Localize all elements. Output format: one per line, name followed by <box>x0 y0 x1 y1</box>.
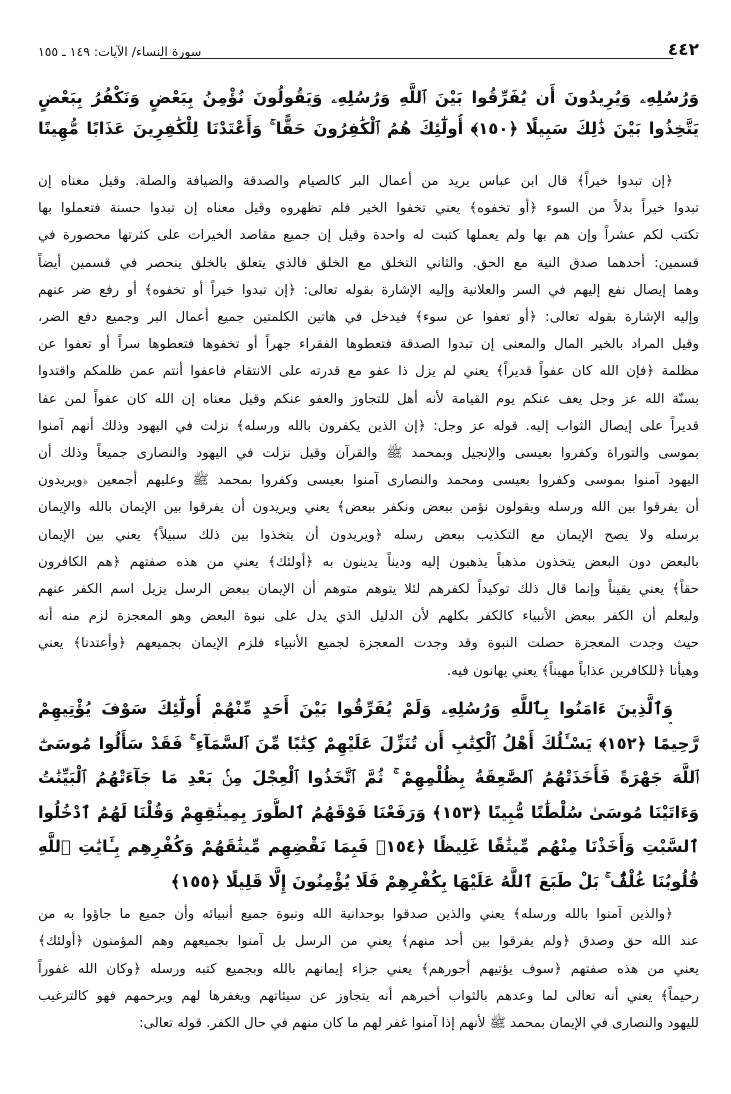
commentary-line: وهما إيصال نفع إليهم في السر والعلانية وإليه الإشارة بقوله تعالى: ﴿إن تبدوا خيراً أو تخفوه﴾ أو رفع ضر عنهم <box>38 282 699 298</box>
quran-verse-line: رَّحِيمًا ﴿١٥٢﴾ يَسْـَٔلُكَ أَهْلُ ٱلْكِتَٰبِ أَن تُنَزِّلَ عَلَيْهِمْ كِتَٰبًا مِّنَ ٱلسَّمَآءِ ۚ فَقَدْ سَأَلُوا مُوسَىٰٓ <box>38 733 699 753</box>
page-number: ٤٤٢ <box>667 40 699 60</box>
commentary-line: تبدوا خيراً بدلاً من السوء ﴿أو تخفوه﴾ يعني تخفوا الخير فلم تظهروه وقيل معناه إن تبدوا حسنة فتعملوا بها <box>38 201 699 217</box>
commentary-line: حيث وجدت المعجزة حصلت النبوة وقد وجدت المعجزة لجميع الأنبياء فلزم الإيمان بجميعهم ﴿وأعتدنا﴾ يعني <box>38 636 699 652</box>
commentary-line: مظلمة ﴿فإن الله كان عفواً قديراً﴾ يعني لم يزل ذا عفو مع قدرته على الانتقام فاعفوا أنتم عمن ظلمكم واقتدوا <box>38 364 699 380</box>
quran-verse-line: وَرُسُلِهِۦ وَيُرِيدُونَ أَن يُفَرِّقُوا بَيْنَ ٱللَّهِ وَرُسُلِهِۦ وَيَقُولُونَ نُؤْمِنُ بِبَعْضٍ وَنَكْفُرُ بِبَعْضٍ <box>38 88 699 107</box>
commentary-line: اليهود آمنوا بموسى وكفروا بعيسى ومحمد والنصارى آمنوا بعيسى وكفروا بمحمد ﷺ وعليهم أجمعين ﴿ويريدون <box>38 473 699 489</box>
commentary-line: وإليه الإشارة بقوله تعالى: ﴿أو تعفوا عن سوء﴾ فيدخل في هاتين الكلمتين جميع أعمال البر وجميع دفع الضر، <box>38 310 699 325</box>
commentary-line: برسله ولا يصح الإيمان مع التكذيب ببعض رسله ﴿ويريدون أن يتخذوا بين ذلك سبيلاً﴾ يعني بين الإيمان <box>38 527 699 543</box>
quran-verse-line: قُلُوبُنَا غُلْفٌۢ ۚ بَلْ طَبَعَ ٱللَّهُ عَلَيْهَا بِكُفْرِهِمْ فَلَا يُؤْمِنُونَ إِلَّا قَلِيلًا ﴿١٥٥﴾ <box>170 872 699 891</box>
quran-verse-line: وَءَاتَيْنَا مُوسَىٰ سُلْطَٰنًا مُّبِينًا ﴿١٥٣﴾ وَرَفَعْنَا فَوْقَهُمُ ٱلطُّورَ بِمِيثَٰقِهِمْ وَقُلْنَا لَهُمُ ٱدْخُلُوا <box>38 802 699 822</box>
commentary-line: أن يفرقوا بين الله ورسله ويقولون نؤمن ببعض ونكفر ببعض﴾ يعني ويريدون أن يفرقوا بين الإيمان بالله والإيمان <box>38 500 699 516</box>
commentary-line: وهيأنا ﴿للكافرين عذاباً مهيناً﴾ يعني يهانون فيه. <box>446 663 699 679</box>
quran-verse-line: ٱلسَّبْتِ وَأَخَذْنَا مِنْهُم مِّيثَٰقًا غَلِيظًا ﴿١٥٤﴾ فَبِمَا نَقْضِهِم مِّيثَٰقَهُمْ وَكُفْرِهِم بِـَٔايَٰتِ ٱللَّهِ <box>38 837 699 857</box>
commentary-line: تكتب لكم عشراً وإن هم بها ولم يعملها كتبت له واحدة وقيل إن جميع مقاصد الخيرات على كثرتها محصورة في <box>38 228 699 244</box>
running-title: سورة النساء/ الآيات: ١٤٩ ـ ١٥٥ <box>38 44 202 59</box>
commentary-line: بالبعض دون البعض يتخذون مذهباً يذهبون إليه وديناً يدينون به ﴿أولئك﴾ يعني من هذه صفتهم ﴿هم الكافرون <box>38 554 699 570</box>
commentary-line: وقيل المراد بالخير المال والمعنى إن تبدوا الصدقة فتعطوها الفقراء جهراً أو تخفوها فتعطوها سراً أو تعفوا عن <box>38 337 699 353</box>
quran-verse-line: ٱللَّهَ جَهْرَةً فَأَخَذَتْهُمُ ٱلصَّٰعِقَةُ بِظُلْمِهِمْ ۚ ثُمَّ ٱتَّخَذُوا ٱلْعِجْلَ مِنۢ بَعْدِ مَا جَآءَتْهُمُ ٱلْبَيِّنَٰتُ <box>38 768 699 788</box>
commentary-line: رحيماً﴾ يعني أنه تعالى لما وعدهم بالثواب أخبرهم أنه يتجاوز عن سيئاتهم ويغفرها لهم ويرحمهم فهو كالترغيب <box>38 988 699 1004</box>
header-rule <box>160 58 673 59</box>
quran-verse-line: يَتَّخِذُوا بَيْنَ ذَٰلِكَ سَبِيلًا ﴿١٥٠﴾ أُولَٰٓئِكَ هُمُ ٱلْكَٰفِرُونَ حَقًّا ۚ وَأَعْتَدْنَا لِلْكَٰفِرِينَ عَذَابًا مُّهِينًا <box>38 119 699 138</box>
commentary-line: ﴿إن تبدوا خيراً﴾ قال ابن عباس يريد من أعمال البر كالصيام والصدقة والضيافة والصلة. وقيل معناه إن <box>38 174 673 189</box>
commentary-line: قديراً على إيصال الثواب إليه. قوله عز وجل: ﴿إن الذين يكفرون بالله ورسله﴾ نزلت في اليهود وذلك أنهم آمنوا <box>38 418 699 434</box>
commentary-line: ﴿والذين آمنوا بالله ورسله﴾ يعني والذين صدقوا بوحدانية الله ونبوة جميع أنبيائه وأن جميع ما جاؤوا به من <box>38 907 673 922</box>
commentary-line: قسمين: أحدهما صدق النية مع الحق. والثاني التخلق مع الخلق فالذي يتعلق بالخلق ينحصر في قسمين أيضاً <box>38 255 699 271</box>
commentary-line: يعني من هذه صفتهم ﴿سوف يؤتيهم أجورهم﴾ يعني جزاء إيمانهم بالله وبجميع كتبه ورسله ﴿وكان الله غفوراً <box>38 961 699 977</box>
commentary-line: بموسى والتوراة وكفروا بعيسى والإنجيل وبمحمد ﷺ والقرآن وقيل نزلت في اليهود والنصارى جميعاً وذلك أن <box>38 446 699 461</box>
commentary-line: بسنّة الله عز وجل يعف عنكم يوم القيامة لأنه أهل للتجاوز والعفو عنكم وقيل معناه إن الله كان عفواً لمن عفا <box>38 391 699 407</box>
commentary-line: عند الله حق وصدق ﴿ولم يفرقوا بين أحد منهم﴾ يعني من الرسل بل آمنوا بجميعهم وهم المؤمنون ﴿أولئك﴾ <box>38 934 699 950</box>
commentary-line: لليهود والنصارى في الإيمان بمحمد ﷺ لأنهم إذا آمنوا غفر لهم ما كان منهم في حال الكفر. قوله تعالى: <box>139 1016 699 1032</box>
commentary-line: حقاً﴾ يعني يقيناً وإنما قال ذلك توكيداً لكفرهم لئلا يتوهم متوهم أن الإيمان ببعض الرسل يزيل اسم الكفر عنهم <box>38 582 699 597</box>
commentary-line: وليعلم أن الكفر ببعض الأنبياء كالكفر بكلهم لأن الدليل الذي يدل على نبوة البعض وهو المعجزة لزم منه أنه <box>38 609 699 625</box>
quran-verse-line: وَٱلَّذِينَ ءَامَنُوا بِٱللَّهِ وَرُسُلِهِۦ وَلَمْ يُفَرِّقُوا بَيْنَ أَحَدٍ مِّنْهُمْ أُولَٰٓئِكَ سَوْفَ يُؤْتِيهِمْ <box>38 699 673 718</box>
